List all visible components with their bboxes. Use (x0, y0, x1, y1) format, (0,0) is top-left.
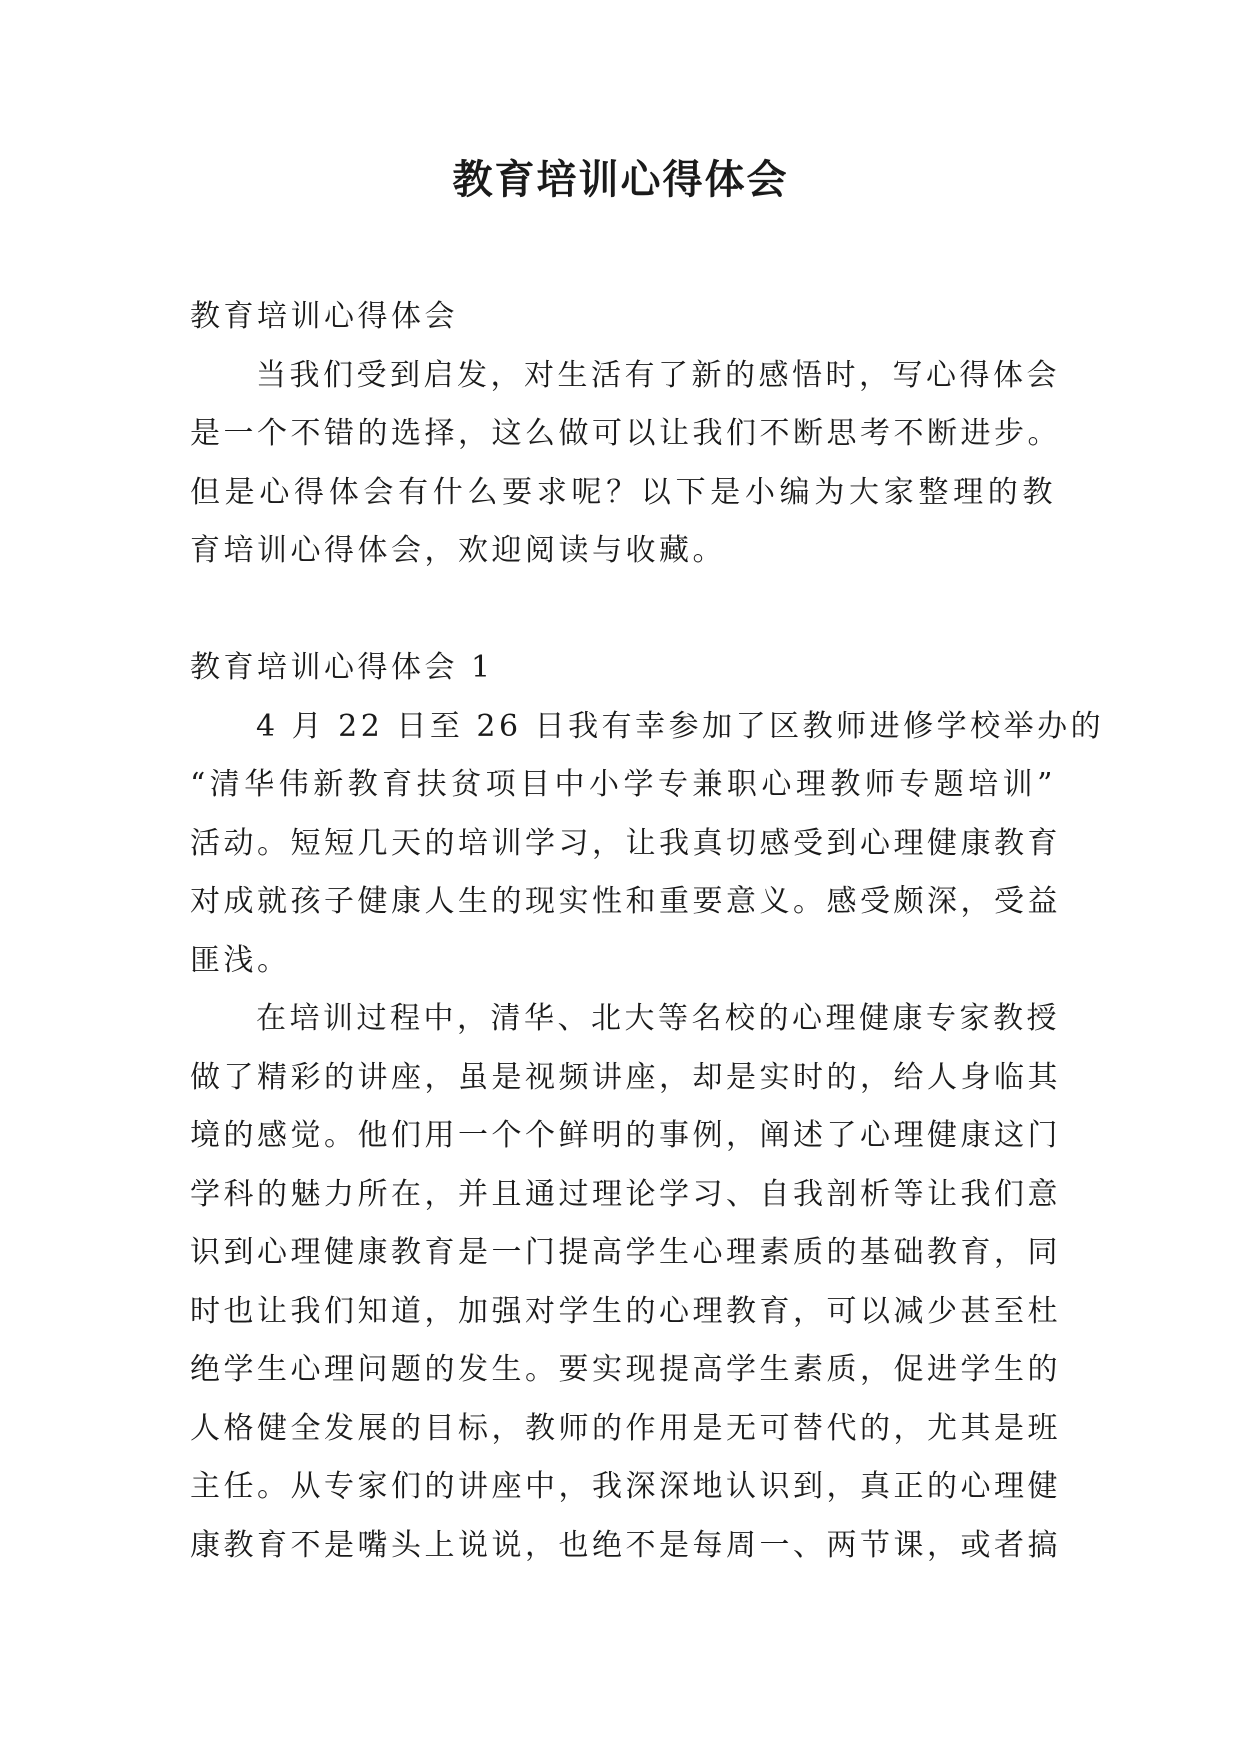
page-title: 教育培训心得体会 (452, 157, 789, 203)
paragraph-line: 做了精彩的讲座，虽是视频讲座，却是实时的，给人身临其 (190, 1059, 1061, 1095)
paragraph-line: 育培训心得体会，欢迎阅读与收藏。 (190, 533, 726, 568)
paragraph-line: 绝学生心理问题的发生。要实现提高学生素质，促进学生的 (190, 1352, 1061, 1387)
paragraph-line: 人格健全发展的目标，教师的作用是无可替代的，尤其是班 (190, 1410, 1061, 1446)
intro-paragraph (190, 347, 1061, 581)
paragraph-line: 学科的魅力所在，并且通过理论学习、自我剖析等让我们意 (190, 1176, 1061, 1212)
paragraph-1 (190, 698, 1105, 991)
paragraph-line: “清华伟新教育扶贫项目中小学专兼职心理教师专题培训” (190, 767, 1056, 802)
paragraph-line: 活动。短短几天的培训学习，让我真切感受到心理健康教育 (190, 825, 1061, 861)
paragraph-line: 境的感觉。他们用一个个鲜明的事例，阐述了心理健康这门 (190, 1118, 1061, 1153)
paragraph-line: 4 月 22 日至 26 日我有幸参加了区教师进修学校举办的 (256, 708, 1105, 744)
paragraph-line: 主任。从专家们的讲座中，我深深地认识到，真正的心理健 (190, 1469, 1061, 1504)
intro-heading: 教育培训心得体会 (190, 299, 458, 334)
paragraph-line: 匪浅。 (190, 942, 291, 978)
paragraph-line: 对成就孩子健康人生的现实性和重要意义。感受颇深，受益 (190, 884, 1061, 919)
paragraph-line: 是一个不错的选择，这么做可以让我们不断思考不断进步。 (190, 416, 1061, 451)
paragraph-line: 在培训过程中，清华、北大等名校的心理健康专家教授 (256, 1001, 1060, 1036)
paragraph-line: 当我们受到启发，对生活有了新的感悟时，写心得体会 (256, 357, 1060, 393)
paragraph-line: 时也让我们知道，加强对学生的心理教育，可以减少甚至杜 (190, 1293, 1061, 1329)
paragraph-line: 康教育不是嘴头上说说，也绝不是每周一、两节课，或者搞 (190, 1527, 1061, 1563)
paragraph-line: 识到心理健康教育是一门提高学生心理素质的基础教育，同 (190, 1235, 1061, 1270)
paragraph-2 (190, 990, 1061, 1575)
paragraph-line: 但是心得体会有什么要求呢？以下是小编为大家整理的教 (190, 474, 1056, 510)
paragraph-gap (190, 581, 1056, 640)
section-heading: 教育培训心得体会 1 (190, 650, 494, 685)
document-body (190, 288, 1105, 1575)
